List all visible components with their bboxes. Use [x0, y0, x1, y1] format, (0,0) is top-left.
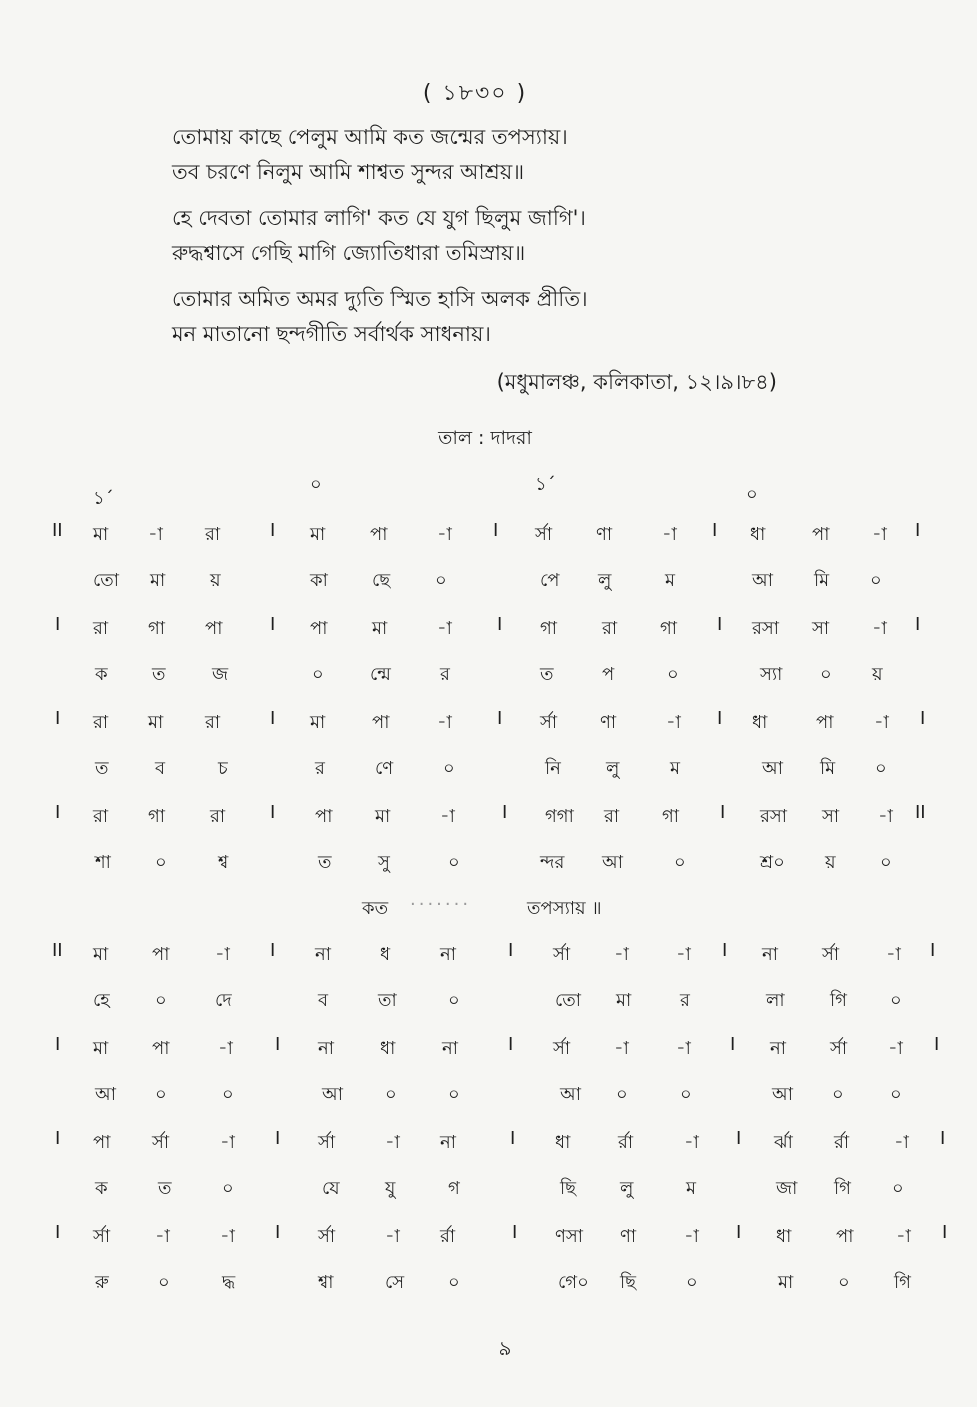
lyric-syllable: গি	[834, 1178, 851, 1199]
lyric-syllable: প	[602, 664, 615, 685]
lyric-syllable: চ	[218, 758, 228, 779]
bar-line: I	[712, 520, 718, 541]
notation-grid	[0, 512, 977, 1308]
swara: -া	[155, 1226, 170, 1247]
swara-row-4	[0, 794, 977, 840]
swara: মা	[93, 1038, 109, 1059]
swara: -া	[385, 1132, 400, 1153]
lyric-syllable: ০	[674, 852, 686, 873]
swara: ধ	[380, 944, 391, 965]
lyric-row-2	[0, 652, 977, 700]
swara: পা	[315, 806, 333, 827]
lyric-syllable: ০	[448, 1272, 460, 1293]
lyric-syllable: ০	[155, 1084, 167, 1105]
swara: -া	[215, 944, 230, 965]
bar-line: I	[270, 614, 276, 635]
lyric-syllable: দ্ধ	[222, 1272, 236, 1293]
lyric-syllable: লা	[766, 990, 785, 1011]
swara: পা	[816, 712, 834, 733]
swara: -া	[894, 1132, 909, 1153]
swara: গগা	[545, 806, 574, 827]
swara: রা	[210, 806, 226, 827]
lyric-row-1	[0, 558, 977, 606]
bar-line: I	[730, 1034, 736, 1055]
lyric-syllable: ০	[385, 1084, 397, 1105]
swara: সা	[812, 618, 830, 639]
bar-line: I	[510, 1128, 516, 1149]
bar-line: I	[512, 1222, 518, 1243]
swara: র্সা	[540, 712, 558, 733]
lyric-syllable: র	[315, 758, 325, 779]
swara: ণা	[596, 524, 613, 545]
bar-line: I	[275, 1222, 281, 1243]
lyric-syllable: জা	[776, 1178, 798, 1199]
lyric-syllable: লু	[606, 758, 620, 779]
bar-line: I	[940, 1128, 946, 1149]
swara: -া	[676, 1038, 691, 1059]
swara: না	[440, 944, 456, 965]
lyric-syllable: ব	[155, 758, 166, 779]
swara: গা	[148, 806, 166, 827]
swara-row-5	[0, 932, 977, 978]
bar-line: I	[55, 708, 61, 729]
bar-line: II	[52, 520, 63, 541]
bar-line: I	[270, 520, 276, 541]
lyric-row-3	[0, 746, 977, 794]
lyric-row-5	[0, 978, 977, 1026]
bar-line-double: II	[915, 802, 926, 823]
bar-line: I	[722, 940, 728, 961]
bar-line: I	[502, 802, 508, 823]
lyric-syllable: ০	[222, 1084, 234, 1105]
bar-line: I	[270, 708, 276, 729]
lyric-syllable: হে	[93, 990, 110, 1011]
swara: -া	[872, 618, 887, 639]
interlude-ellipsis: ·······	[410, 894, 472, 915]
swara: না	[318, 1038, 334, 1059]
swara: রা	[604, 806, 620, 827]
poem-line-4: রুদ্ধশ্বাসে গেছি মাগি জ্যোতিধারা তমিস্রায়॥	[172, 241, 526, 265]
swara: র্সা	[152, 1132, 170, 1153]
poem-line-1: তোমায় কাছে পেলুম আমি কত জন্মের তপস্যায়।	[172, 125, 568, 149]
lyric-syllable: মা	[616, 990, 632, 1011]
swara: রা	[205, 524, 221, 545]
bar-line: I	[55, 1128, 61, 1149]
swara: ণা	[620, 1226, 637, 1247]
lyric-syllable: তো	[555, 990, 582, 1011]
lyric-syllable: ০	[312, 664, 324, 685]
swara: রা	[205, 712, 221, 733]
lyric-syllable: ক	[95, 1178, 108, 1199]
swara: ধা	[776, 1226, 792, 1247]
lyric-syllable: ন্মে	[370, 664, 391, 685]
lyric-syllable: মা	[778, 1272, 794, 1293]
lyric-syllable: ০	[880, 852, 892, 873]
swara: মা	[372, 618, 388, 639]
swara: পা	[836, 1226, 854, 1247]
page-number: ( ১৮৩০ )	[422, 81, 528, 106]
bar-line: I	[920, 708, 926, 729]
poem-line-2: তব চরণে নিলুম আমি শাশ্বত সুন্দর আশ্রয়॥	[172, 160, 525, 184]
swara: রা	[93, 712, 109, 733]
lyric-syllable: গি	[894, 1272, 911, 1293]
swara: র্রা	[440, 1226, 456, 1247]
lyric-syllable: তো	[93, 570, 120, 591]
swara: -া	[662, 524, 677, 545]
lyric-syllable: পে	[540, 570, 560, 591]
lyric-syllable: য়	[825, 852, 836, 873]
swara: -া	[872, 524, 887, 545]
swara: র্সা	[553, 1038, 571, 1059]
bar-line: I	[942, 1222, 948, 1243]
swara: -া	[614, 944, 629, 965]
swara: সা	[822, 806, 840, 827]
lyric-syllable: কা	[310, 570, 328, 591]
poem-line-3: হে দেবতা তোমার লাগি' কত যে যুগ ছিলুম জাগি'।	[172, 206, 586, 230]
swara: গা	[660, 618, 678, 639]
lyric-syllable: যে	[322, 1178, 340, 1199]
lyric-syllable: যু	[385, 1178, 396, 1199]
bar-line: I	[270, 802, 276, 823]
swara: ণা	[600, 712, 617, 733]
swara: -া	[886, 944, 901, 965]
bar-line: I	[55, 1222, 61, 1243]
lyric-row-8	[0, 1260, 977, 1308]
lyric-syllable: য়	[872, 664, 883, 685]
swara: ধা	[752, 712, 768, 733]
lyric-syllable: সু	[378, 852, 390, 873]
bar-line: I	[934, 1034, 940, 1055]
swara: -া	[684, 1226, 699, 1247]
lyric-syllable: ০	[890, 990, 902, 1011]
swara: পা	[372, 712, 390, 733]
lyric-syllable: ০	[448, 990, 460, 1011]
lyric-syllable: ক	[95, 664, 108, 685]
lyric-syllable: ত	[152, 664, 166, 685]
swara: গা	[662, 806, 680, 827]
lyric-syllable: ০	[155, 990, 167, 1011]
beat-marker-1: ১´	[93, 488, 114, 509]
lyric-syllable: আ	[752, 570, 773, 591]
lyric-syllable: ত	[95, 758, 109, 779]
swara: র্সা	[535, 524, 553, 545]
lyric-syllable: আ	[602, 852, 623, 873]
lyric-syllable: ০	[435, 570, 447, 591]
bar-line: I	[736, 1128, 742, 1149]
lyric-syllable: ০	[443, 758, 455, 779]
lyric-syllable: লু	[598, 570, 612, 591]
swara: র্রা	[618, 1132, 634, 1153]
lyric-syllable: ০	[667, 664, 679, 685]
lyric-syllable: ০	[820, 664, 832, 685]
swara: রা	[602, 618, 618, 639]
swara: -া	[666, 712, 681, 733]
swara: -া	[437, 712, 452, 733]
lyric-syllable: র	[440, 664, 450, 685]
lyric-syllable: গি	[830, 990, 847, 1011]
lyric-syllable: শ্বা	[318, 1272, 334, 1293]
swara: র্সা	[318, 1226, 336, 1247]
bar-line: I	[930, 940, 936, 961]
bar-line: I	[275, 1034, 281, 1055]
lyric-syllable: ছে	[372, 570, 391, 591]
swara-row-8	[0, 1214, 977, 1260]
swara: পা	[370, 524, 388, 545]
swara: মা	[93, 944, 109, 965]
swara: -া	[874, 712, 889, 733]
swara: ধা	[380, 1038, 396, 1059]
swara: -া	[385, 1226, 400, 1247]
swara: মা	[148, 712, 164, 733]
lyric-syllable: আ	[772, 1084, 793, 1105]
lyric-row-7	[0, 1166, 977, 1214]
lyric-syllable: ত	[318, 852, 332, 873]
swara: ধা	[750, 524, 766, 545]
swara: রা	[93, 618, 109, 639]
lyric-syllable: লু	[620, 1178, 634, 1199]
lyric-syllable: ০	[890, 1084, 902, 1105]
beat-marker-4: ০	[746, 484, 758, 505]
lyric-syllable: ০	[875, 758, 887, 779]
swara: না	[762, 944, 778, 965]
swara: -া	[614, 1038, 629, 1059]
bar-line: I	[275, 1128, 281, 1149]
swara: মা	[310, 524, 326, 545]
swara: -া	[878, 806, 893, 827]
swara: গা	[148, 618, 166, 639]
lyric-syllable: আ	[322, 1084, 343, 1105]
taal-heading: তাল : দাদরা	[438, 427, 532, 449]
poem-text	[172, 120, 872, 352]
lyric-syllable: ০	[616, 1084, 628, 1105]
bar-line: I	[508, 1034, 514, 1055]
lyric-syllable: ম	[686, 1178, 696, 1199]
swara: ণসা	[555, 1226, 583, 1247]
swara: -া	[676, 944, 691, 965]
lyric-syllable: য়	[210, 570, 221, 591]
lyric-syllable: ম	[670, 758, 680, 779]
bar-line: I	[717, 708, 723, 729]
lyric-syllable: স্যা	[760, 664, 783, 685]
lyric-syllable: ০	[686, 1272, 698, 1293]
swara: -া	[218, 1038, 233, 1059]
swara: রা	[93, 806, 109, 827]
lyric-syllable: শ্র০	[760, 852, 785, 873]
swara: না	[442, 1038, 458, 1059]
lyric-syllable: গে০	[558, 1272, 589, 1293]
swara: -া	[220, 1132, 235, 1153]
bar-line: I	[497, 614, 503, 635]
poem-line-5: তোমার অমিত অমর দ্যুতি স্মিত হাসি অলক প্রীতি।	[172, 287, 588, 311]
lyric-syllable: সে	[385, 1272, 405, 1293]
lyric-syllable: ০	[222, 1178, 234, 1199]
bar-line: I	[915, 614, 921, 635]
swara: -া	[440, 806, 455, 827]
swara-row-6	[0, 1026, 977, 1072]
lyric-syllable: জ	[212, 664, 229, 685]
lyric-syllable: র	[680, 990, 690, 1011]
lyric-row-4	[0, 840, 977, 888]
swara: ধা	[555, 1132, 571, 1153]
lyric-syllable: ০	[155, 852, 167, 873]
swara: -া	[888, 1038, 903, 1059]
bar-line: I	[717, 614, 723, 635]
interlude-line	[0, 888, 977, 932]
interlude-end: তপস্যায় ॥	[527, 898, 602, 919]
lyric-syllable: আ	[560, 1084, 581, 1105]
swara: পা	[310, 618, 328, 639]
lyric-syllable: ০	[158, 1272, 170, 1293]
swara-row-2	[0, 606, 977, 652]
swara: র্সা	[318, 1132, 336, 1153]
lyric-syllable: দে	[215, 990, 232, 1011]
bar-line: I	[270, 940, 276, 961]
swara: র্সা	[553, 944, 571, 965]
lyric-syllable: গ	[448, 1178, 460, 1199]
swara: পা	[205, 618, 223, 639]
lyric-syllable: ছি	[620, 1272, 637, 1293]
lyric-row-6	[0, 1072, 977, 1120]
lyric-syllable: মি	[814, 570, 830, 591]
swara: র্সা	[830, 1038, 848, 1059]
swara: -া	[896, 1226, 911, 1247]
swara: পা	[93, 1132, 111, 1153]
swara: মা	[375, 806, 391, 827]
swara: পা	[152, 944, 170, 965]
lyric-syllable: ০	[832, 1084, 844, 1105]
swara: না	[440, 1132, 456, 1153]
lyric-syllable: তা	[378, 990, 397, 1011]
swara: মা	[93, 524, 109, 545]
bar-line: I	[493, 520, 499, 541]
beat-marker-3: ১´	[535, 474, 556, 495]
swara: -া	[220, 1226, 235, 1247]
swara: গা	[540, 618, 558, 639]
lyric-syllable: ০	[892, 1178, 904, 1199]
swara: না	[770, 1038, 786, 1059]
poem-line-6: মন মাতানো ছন্দগীতি সর্বার্থক সাধনায়।	[172, 322, 491, 346]
swara: র্রা	[834, 1132, 850, 1153]
lyric-syllable: ০	[448, 852, 460, 873]
swara-row-1	[0, 512, 977, 558]
lyric-syllable: শ্ব	[218, 852, 229, 873]
lyric-syllable: আ	[762, 758, 783, 779]
lyric-syllable: ত	[540, 664, 554, 685]
swara-row-7	[0, 1120, 977, 1166]
bar-line: I	[497, 708, 503, 729]
lyric-syllable: ব	[318, 990, 329, 1011]
lyric-syllable: ০	[870, 570, 882, 591]
bar-line: II	[52, 940, 63, 961]
lyric-syllable: ছি	[560, 1178, 577, 1199]
swara-row-3	[0, 700, 977, 746]
interlude-start: কত	[362, 898, 389, 919]
swara: রসা	[760, 806, 788, 827]
swara: -া	[684, 1132, 699, 1153]
swara: না	[315, 944, 331, 965]
lyric-syllable: ম	[665, 570, 675, 591]
bar-line: I	[55, 1034, 61, 1055]
swara: র্ঝা	[774, 1132, 793, 1153]
lyric-syllable: ত	[158, 1178, 172, 1199]
lyric-syllable: ০	[448, 1084, 460, 1105]
lyric-syllable: ণে	[375, 758, 394, 779]
source-citation: (মধুমালঞ্চ, কলিকাতা, ১২।৯।৮৪)	[496, 370, 777, 394]
swara: পা	[152, 1038, 170, 1059]
swara: মা	[310, 712, 326, 733]
swara: -া	[148, 524, 163, 545]
swara: র্সা	[822, 944, 840, 965]
bar-line: I	[508, 940, 514, 961]
bar-line: I	[915, 520, 921, 541]
bar-line: I	[55, 614, 61, 635]
swara: -া	[437, 524, 452, 545]
swara: পা	[812, 524, 830, 545]
beat-markers	[0, 470, 977, 510]
lyric-syllable: আ	[95, 1084, 116, 1105]
bar-line: I	[720, 802, 726, 823]
swara: র্সা	[93, 1226, 111, 1247]
lyric-syllable: নি	[545, 758, 561, 779]
lyric-syllable: মা	[150, 570, 166, 591]
lyric-syllable: ন্দর	[540, 852, 565, 873]
folio-number: ৯	[498, 1336, 512, 1360]
lyric-syllable: মি	[820, 758, 836, 779]
lyric-syllable: শা	[95, 852, 111, 873]
bar-line: I	[736, 1222, 742, 1243]
lyric-syllable: রু	[95, 1272, 109, 1293]
lyric-syllable: ০	[680, 1084, 692, 1105]
swara: রসা	[752, 618, 780, 639]
beat-marker-2: ০	[310, 474, 322, 495]
lyric-syllable: ০	[838, 1272, 850, 1293]
swara: -া	[437, 618, 452, 639]
bar-line: I	[55, 802, 61, 823]
